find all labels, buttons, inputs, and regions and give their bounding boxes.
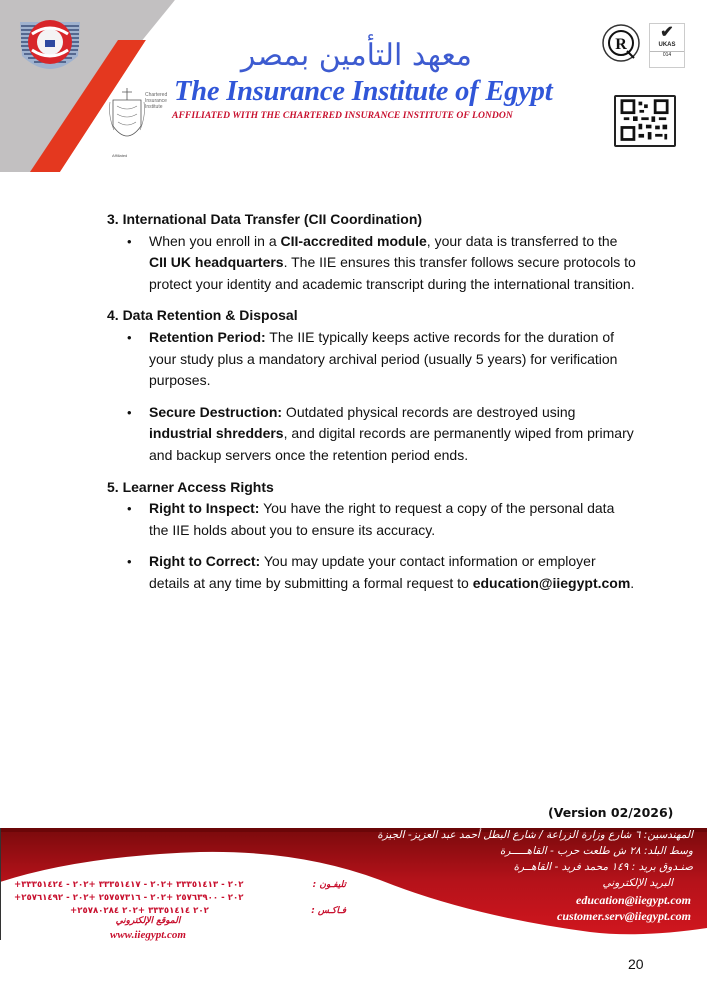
website-link[interactable]: www.iiegypt.com (110, 929, 186, 941)
text-run: , your data is transferred to the (426, 232, 618, 249)
section-data-retention (107, 305, 637, 466)
email-link[interactable]: education@iiegypt.com (472, 574, 631, 591)
document-body (107, 209, 637, 595)
phone-numbers-row-2: +٢٠٢ - ٢٥٧٦٣٩٠٠ +٢٠٢ - ٢٥٧٥٧٣١٦ +٢٠٢ - ٢٥٧٦١٤٩٢ (14, 893, 244, 903)
text-run: . The IIE ensures this transfer follows secure protocols to protect your identity and academic transcript during the international transition. (149, 254, 636, 292)
fax-numbers: +٢٠٢ ٣٣٣٥١٤١٤ +٢٠٢ ٢٥٧٨٠٢٨٤ (70, 906, 209, 916)
ukas-cert-badge (649, 23, 685, 68)
bold-text-run: CII-accredited module (280, 232, 427, 249)
bullet-item (107, 498, 637, 541)
text-run: . (630, 574, 635, 591)
bold-text-run: industrial shredders (149, 425, 284, 442)
phone-label: تليفـون : (312, 880, 346, 890)
institute-title-arabic: معهد التأمين بمصر (240, 38, 472, 73)
bold-text-run: Retention Period: (149, 328, 266, 345)
bullet-item (107, 402, 637, 467)
affiliation-tagline: AFFILIATED WITH THE CHARTERED INSURANCE INSTITUTE OF LONDON (172, 110, 513, 121)
address-po-box: صنـدوق بريد : ١٤٩ محمد فريد - القاهــرة (513, 861, 693, 873)
fax-label: فـاكـس : (311, 906, 346, 916)
phone-numbers-row-1: +٢٠٢ - ٣٣٣٥١٤١٣ +٢٠٢ - ٣٣٣٥١٤١٧ +٢٠٢ - ٣٣٣٥١٤٢٤ (14, 880, 244, 890)
qr-code-icon[interactable] (614, 95, 676, 147)
bullet-list (107, 231, 637, 296)
section-title: 4. Data Retention & Disposal (107, 307, 298, 324)
page-number: 20 (628, 956, 644, 972)
website-label: الموقع الإلكتروني (115, 916, 181, 926)
bullet-list (107, 498, 637, 594)
footer-email-education[interactable]: education@iiegypt.com (576, 893, 691, 907)
bullet-item (107, 551, 637, 594)
version-label: (Version 02/2026) (548, 805, 674, 820)
bold-text-run: Right to Correct: (149, 553, 261, 570)
text-run: Outdated physical records are destroyed using (282, 403, 576, 420)
iie-logo-icon (14, 12, 86, 80)
svg-text:R: R (615, 36, 627, 53)
crown-check-icon: ✔ (660, 24, 674, 41)
bold-text-run: Secure Destruction: (149, 403, 283, 420)
institute-title-english: The Insurance Institute of Egypt (174, 76, 553, 107)
text-run: You may update your contact information or employer details at any time by submitting a formal request to (149, 553, 596, 591)
cii-logo-caption: Affiliated (112, 153, 128, 158)
registered-cert-icon (601, 23, 641, 63)
ukas-label: UKAS (658, 42, 676, 48)
bullet-list (107, 327, 637, 467)
text-run: You have the right to request a copy of the personal data the IIE holds about you to ensure its accuracy. (149, 500, 615, 538)
text-run: The IIE typically keeps active records for the duration of your study plus a mandatory archival period (usually 5 years) for verification purposes. (149, 328, 618, 389)
footer-email-customer-service[interactable]: customer.serv@iiegypt.com (557, 909, 691, 923)
text-run: , and digital records are permanently wiped from primary and backup servers once the retention period ends. (149, 425, 634, 463)
email-label: البريد الإلكتروني (602, 877, 673, 889)
bold-text-run: CII UK headquarters (149, 254, 284, 271)
bullet-item (107, 327, 637, 392)
section-title: 5. Learner Access Rights (107, 478, 274, 495)
section-title: 3. International Data Transfer (CII Coordination) (107, 211, 423, 227)
address-downtown: وسط البلد: ٢٨ ش طلعت حرب - القاهـــــرة (499, 845, 693, 857)
cii-crest-icon (108, 86, 146, 152)
cii-logo-label: Chartered Insurance Institute (145, 92, 168, 110)
ukas-number: 014 (650, 51, 684, 58)
text-run: When you enroll in a (149, 232, 281, 249)
address-mohandessin: المهندسين: ٦ شارع وزارة الزراعة / شارع البطل أحمد عبد العزيز- الجيزة (377, 829, 693, 841)
bold-text-run: Right to Inspect: (149, 500, 260, 517)
section-learner-access-rights (107, 477, 637, 595)
section-international-data-transfer (107, 209, 637, 295)
bullet-item (107, 231, 637, 296)
